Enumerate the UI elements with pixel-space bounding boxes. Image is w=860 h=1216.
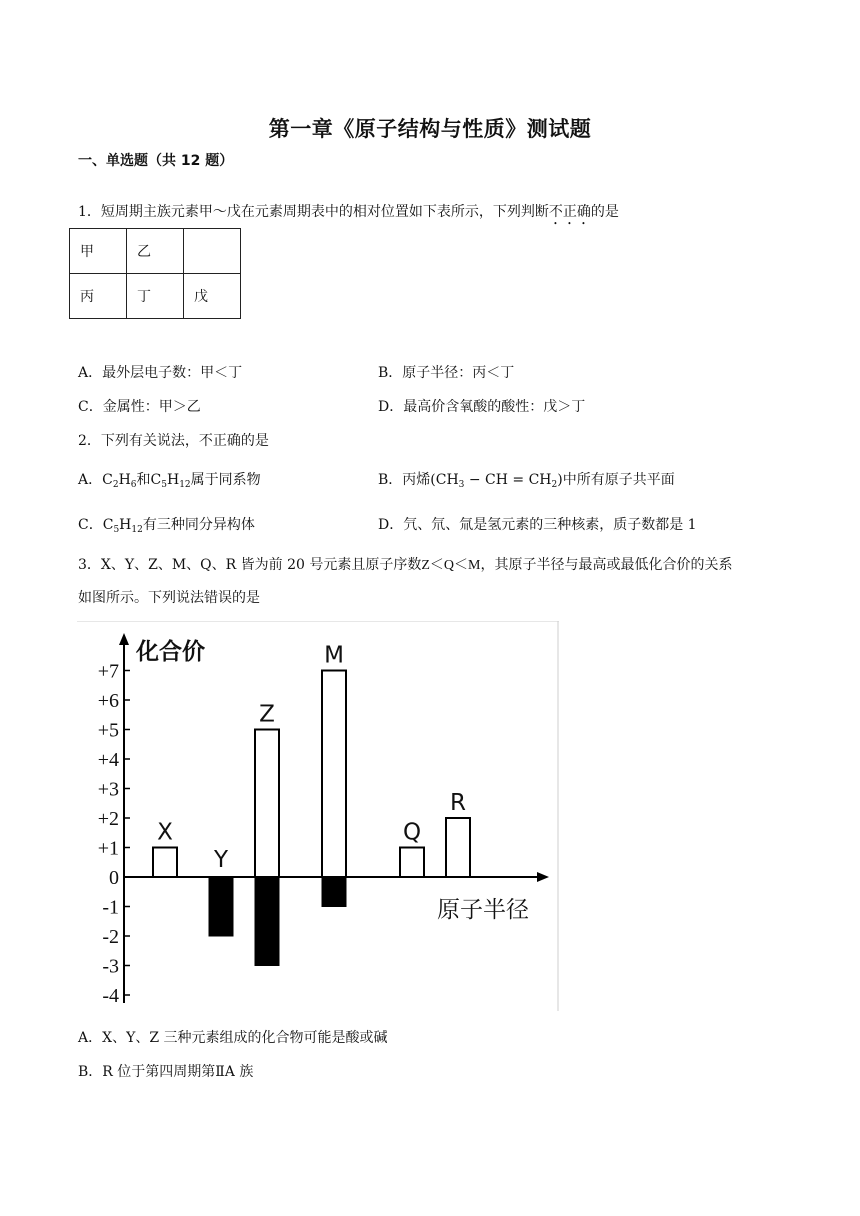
q3-option-b[interactable]: B．R 位于第四周期第ⅡA 族 xyxy=(78,1064,254,1080)
q3-stem-line2: 如图所示。下列说法错误的是 xyxy=(78,590,260,606)
q1-stem-before: 1．短周期主族元素甲～戊在元素周期表中的相对位置如下表所示，下列判断 xyxy=(78,204,549,220)
q1-stem-after: 的是 xyxy=(590,204,619,220)
q1-stem xyxy=(78,201,619,228)
y-tick-label: -1 xyxy=(102,896,119,919)
y-tick-label: +6 xyxy=(97,690,119,712)
table-cell: 戊 xyxy=(184,274,241,319)
formula-part: C xyxy=(102,517,114,533)
q1-option-c[interactable]: C．金属性：甲＞乙 xyxy=(78,399,201,415)
y-tick-label: +2 xyxy=(97,808,119,830)
q1-option-b[interactable]: B．原子半径：丙＜丁 xyxy=(378,365,515,381)
y-tick-label: -2 xyxy=(102,926,119,948)
y-tick-label: +4 xyxy=(97,749,119,771)
bar-label-q: Q xyxy=(402,819,422,846)
formula-subscript: 3 xyxy=(458,480,465,490)
table-cell: 丙 xyxy=(70,274,127,319)
y-tick-label: -3 xyxy=(102,955,119,978)
y-tick-label: +7 xyxy=(97,660,119,683)
q3-stem-text: 3．X、Y、Z、M、Q、R 皆为前 20 号元素且原子序数 xyxy=(78,557,422,573)
option-prefix: C． xyxy=(78,517,103,533)
bar-positive-q xyxy=(400,848,424,878)
table-cell: 甲 xyxy=(70,229,127,274)
option-prefix: B．丙烯( xyxy=(378,472,436,488)
q3-option-a[interactable]: A．X、Y、Z 三种元素组成的化合物可能是酸或碱 xyxy=(78,1030,388,1046)
y-tick-label: -4 xyxy=(102,985,119,1007)
formula-part: H xyxy=(166,472,180,488)
formula-part: CH xyxy=(435,472,459,488)
formula-part: C xyxy=(102,472,113,488)
q3-stem-inequality: Z＜Q＜M xyxy=(421,558,481,573)
table-row xyxy=(70,229,241,274)
y-tick-label: +5 xyxy=(97,719,119,742)
q1-option-d[interactable]: D．最高价含氧酸的酸性：戊＞丁 xyxy=(378,399,586,415)
q1-option-a[interactable]: A．最外层电子数：甲＜丁 xyxy=(78,365,243,381)
bar-label-m: M xyxy=(324,642,344,669)
bar-positive-z xyxy=(255,730,279,878)
bar-negative-m xyxy=(322,877,346,907)
q2-stem: 2．下列有关说法，不正确的是 xyxy=(78,433,269,449)
chart-svg xyxy=(77,621,559,1011)
bar-label-z: Z xyxy=(259,701,275,728)
formula-subscript: 12 xyxy=(131,525,143,535)
bar-positive-m xyxy=(322,671,346,878)
q2-option-a[interactable] xyxy=(78,469,261,490)
formula-part: H xyxy=(118,472,131,488)
q2-option-b[interactable] xyxy=(378,469,675,490)
q3-stem-line1 xyxy=(78,554,733,574)
formula-subscript: 5 xyxy=(113,525,120,535)
bar-label-x: X xyxy=(157,819,173,846)
y-tick-label: 0 xyxy=(109,867,119,889)
y-tick-label: +3 xyxy=(97,778,119,801)
bar-negative-y xyxy=(209,877,233,936)
formula-part: H xyxy=(119,517,132,533)
bar-negative-z xyxy=(255,877,279,966)
bar-positive-x xyxy=(153,848,177,878)
formula-subscript: 6 xyxy=(130,480,137,490)
x-axis-label: 原子半径 xyxy=(437,897,529,923)
x-axis-arrow xyxy=(537,872,549,882)
option-text: 有三种同分异构体 xyxy=(142,517,255,533)
option-text: )中所有原子共平面 xyxy=(557,472,675,488)
table-cell: 乙 xyxy=(127,229,184,274)
bar-label-y: Y xyxy=(213,847,229,873)
option-text: 和 xyxy=(136,472,151,488)
q2-option-d[interactable]: D．氕、氘、氚是氢元素的三种核素，质子数都是 1 xyxy=(378,517,697,533)
option-text: 属于同系物 xyxy=(190,472,261,488)
q1-element-table xyxy=(69,228,241,319)
formula-part: C xyxy=(150,472,162,488)
q1-stem-emphasis: 不正确 xyxy=(548,204,591,220)
formula-subscript: 2 xyxy=(551,480,558,490)
formula-subscript: 12 xyxy=(179,480,191,490)
bar-positive-r xyxy=(446,818,470,877)
table-row xyxy=(70,274,241,319)
bar-label-r: R xyxy=(450,790,466,816)
formula-subscript: 2 xyxy=(112,480,119,490)
formula-subscript: 5 xyxy=(161,480,167,490)
y-axis-arrow xyxy=(119,633,129,645)
formula-part: − CH = CH xyxy=(464,472,552,488)
y-axis-label: 化合价 xyxy=(136,639,205,665)
y-tick-label: +1 xyxy=(97,837,119,860)
q3-stem-text: ，其原子半径与最高或最低化合价的关系 xyxy=(480,557,733,573)
q2-option-c[interactable] xyxy=(78,514,255,535)
table-cell xyxy=(184,229,241,274)
page-title: 第一章《原子结构与性质》测试题 xyxy=(268,117,592,141)
section-heading: 一、单选题（共 12 题） xyxy=(78,153,234,169)
valence-radius-chart xyxy=(77,621,559,1011)
option-prefix: A． xyxy=(78,472,103,488)
table-cell: 丁 xyxy=(127,274,184,319)
